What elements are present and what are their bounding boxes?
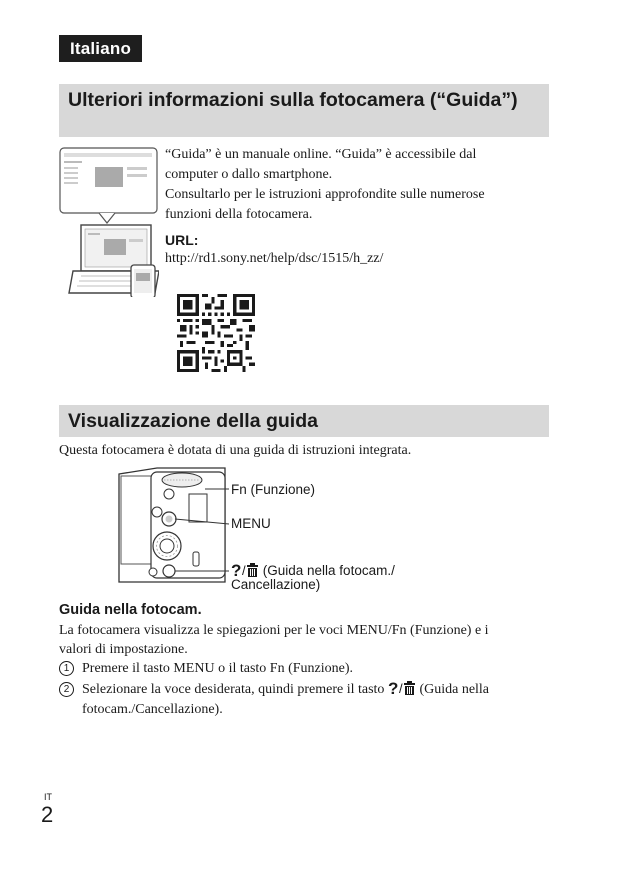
step-number: 1 — [59, 661, 74, 676]
guide-url-link[interactable]: http://rd1.sony.net/help/dsc/1515/h_zz/ — [165, 251, 384, 266]
trash-button-icon — [163, 565, 175, 577]
step-text-b: (Guida nella — [419, 682, 490, 697]
callout-menu: MENU — [231, 516, 271, 531]
step-number: 2 — [59, 682, 74, 697]
intro-text: Questa fotocamera è dotata di una guida di istruzioni integrata. — [59, 443, 412, 458]
browser-window-icon — [60, 148, 157, 223]
step-1 — [59, 659, 353, 679]
qr-code[interactable] — [177, 294, 255, 372]
language-tab: Italiano — [59, 35, 142, 62]
guide-description-line-4: funzioni della fotocamera. — [165, 207, 313, 222]
body-line-1: La fotocamera visualizza le spiegazioni per le voci MENU/Fn (Funzione) e i — [59, 623, 489, 638]
callout-guide-line-2: Cancellazione) — [231, 577, 321, 592]
camera-back-illustration — [117, 464, 229, 588]
page-number: 2 — [41, 802, 54, 827]
svg-text:?: ? — [387, 680, 399, 696]
svg-text:/: / — [398, 681, 403, 696]
step-text-a: Selezionare la voce desiderata, quindi premere il tasto — [82, 682, 385, 697]
section-heading-display-guide: Visualizzazione della guida — [59, 405, 549, 437]
section-heading-guide: Ulteriori informazioni sulla fotocamera (“Guida”) — [59, 84, 549, 137]
svg-text:/: / — [242, 563, 246, 578]
guide-description-line-1: “Guida” è un manuale online. “Guida” è accessibile dal — [165, 147, 477, 162]
guide-description-line-2: computer o dallo smartphone. — [165, 167, 333, 182]
svg-text:?: ? — [231, 562, 242, 578]
help-trash-icon — [388, 680, 416, 696]
body-line-2: valori di impostazione. — [59, 642, 188, 657]
guide-description-line-3: Consultarlo per le istruzioni approfondite sulle numerose — [165, 187, 485, 202]
laptop-smartphone-illustration — [59, 147, 159, 297]
smartphone-icon — [131, 265, 155, 297]
step-text: Premere il tasto MENU o il tasto Fn (Funzione). — [82, 661, 354, 676]
page-language-code: IT — [44, 792, 52, 802]
step-2 — [59, 680, 489, 700]
step-2-continuation: fotocam./Cancellazione). — [82, 702, 223, 717]
url-label: URL: — [165, 232, 199, 248]
callout-guide-text-1: (Guida nella fotocam./ — [262, 563, 395, 578]
callout-fn: Fn (Funzione) — [231, 482, 316, 497]
subheading-in-camera-guide: Guida nella fotocam. — [59, 602, 202, 618]
help-trash-icon — [231, 562, 259, 578]
